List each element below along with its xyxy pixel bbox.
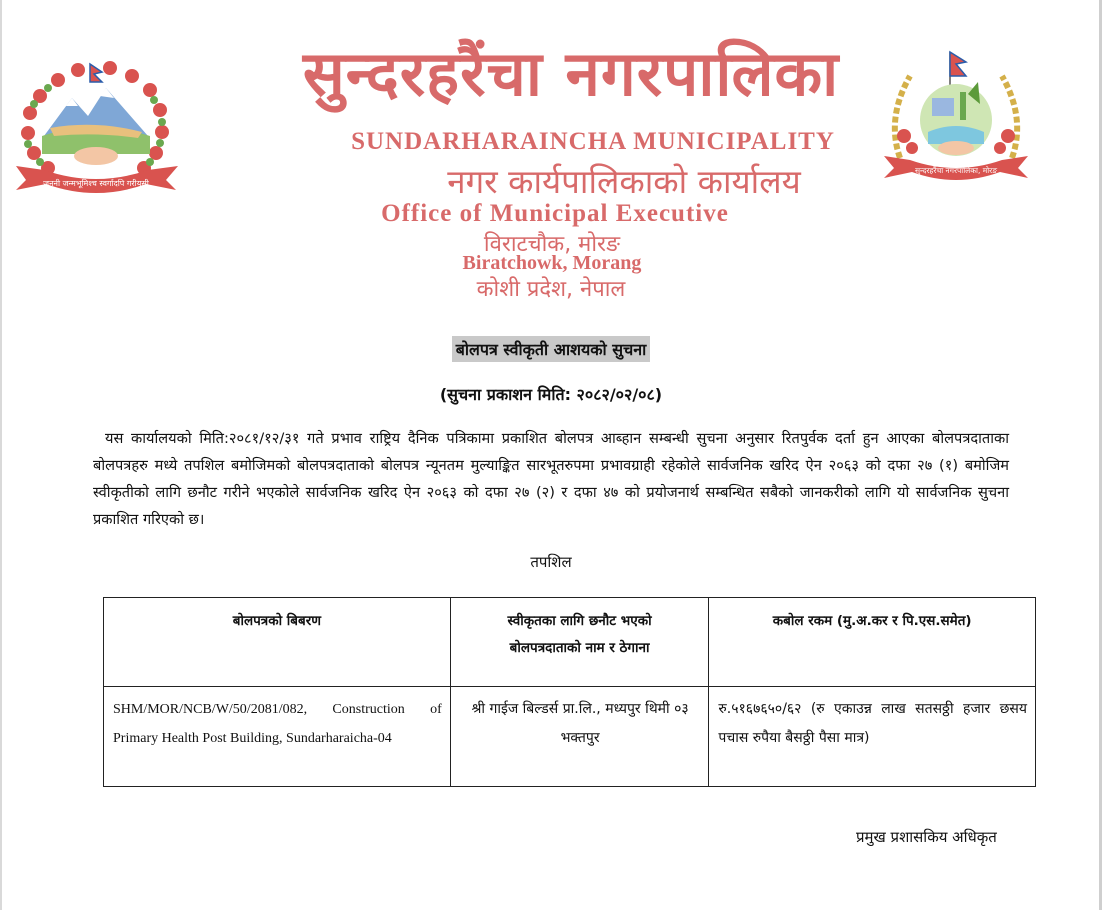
office-name-english: Office of Municipal Executive: [381, 200, 729, 227]
address-english: Biratchowk, Morang: [462, 252, 642, 274]
svg-text:सुन्दरहरैंचा नगरपालिका, मोरङ: सुन्दरहरैंचा नगरपालिका, मोरङ: [914, 166, 998, 175]
cell-bid-amount: रु.५१६७६५०/६२ (रु एकाउन्न लाख सतसठ्ठी हजार छसय पचास रुपैया बैसठ्ठी पैसा मात्र): [709, 687, 1036, 787]
signatory-title: प्रमुख प्रशासकिय अधिकृत: [856, 828, 997, 846]
details-heading: तपशिल: [530, 553, 572, 571]
address-nepali: विराटचौक, मोरङ: [483, 232, 621, 257]
header-selected-bidder-line1: स्वीकृतका लागि छनौट भएको: [507, 613, 652, 629]
office-name-nepali: नगर कार्यपालिकाको कार्यालय: [447, 162, 801, 201]
header-selected-bidder-line2: बोलपत्रदाताको नाम र ठेगाना: [509, 640, 650, 656]
municipality-name-english: SUNDARHARAINCHA MUNICIPALITY: [351, 128, 835, 155]
header-bid-description: बोलपत्रको बिबरण: [104, 598, 451, 687]
header-bid-amount: कबोल रकम (मु.अ.कर र पि.एस.समेत): [709, 598, 1036, 687]
table-row: [104, 687, 1036, 787]
cell-bidder-name-address: श्री गाईज बिल्डर्स प्रा.लि., मध्यपुर थिमी ०३ भक्तपुर: [450, 687, 709, 787]
header-selected-bidder: [450, 598, 709, 687]
svg-text:जननी जन्मभूमिश्च स्वर्गादपि गर: जननी जन्मभूमिश्च स्वर्गादपि गरीयसी: [43, 179, 149, 188]
municipality-name-nepali: सुन्दरहरैंचा नगरपालिका: [302, 37, 840, 110]
cell-bid-description: SHM/MOR/NCB/W/50/2081/082, Construction of Primary Health Post Building, Sundarharaicha-04: [104, 687, 451, 787]
notice-publication-date: (सुचना प्रकाशन मिति: २०८२/०२/०८): [439, 385, 663, 404]
bid-details-table: [103, 597, 1036, 787]
notice-title: बोलपत्र स्वीकृती आशयको सुचना: [452, 336, 651, 362]
table-header-row: [104, 598, 1036, 687]
notice-body-paragraph: यस कार्यालयको मिति:२०८१/१२/३१ गते प्रभाव राष्ट्रिय दैनिक पत्रिकामा प्रकाशित बोलपत्र आब्हान सम्बन्धी सुचना अनुसार रितपुर्वक दर्ता हुन आएका बोलपत्रदाताका बोलपत्रहरु मध्ये तपशिल बमोजिमको बोलपत्रदाताको बोलपत्र न्यूनतम मुल्याङ्कित सारभूतरुपमा प्रभावग्राही रहेकोले सार्वजनिक खरिद ऐन २०६३ को दफा २७ (१) बमोजिम स्वीकृतीको लागि छनौट गरीने भएकोले सार्वजनिक खरिद ऐन २०६३ को दफा २७ (२) र दफा ४७ को प्रयोजनार्थ सम्बन्धित सबैको जानकरीको लागि यो सार्वजनिक सुचना प्रकाशित गरिएको छ।: [93, 430, 1009, 528]
province-nepali: कोशी प्रदेश, नेपाल: [476, 277, 626, 302]
notice-title-container: [0, 336, 1102, 362]
